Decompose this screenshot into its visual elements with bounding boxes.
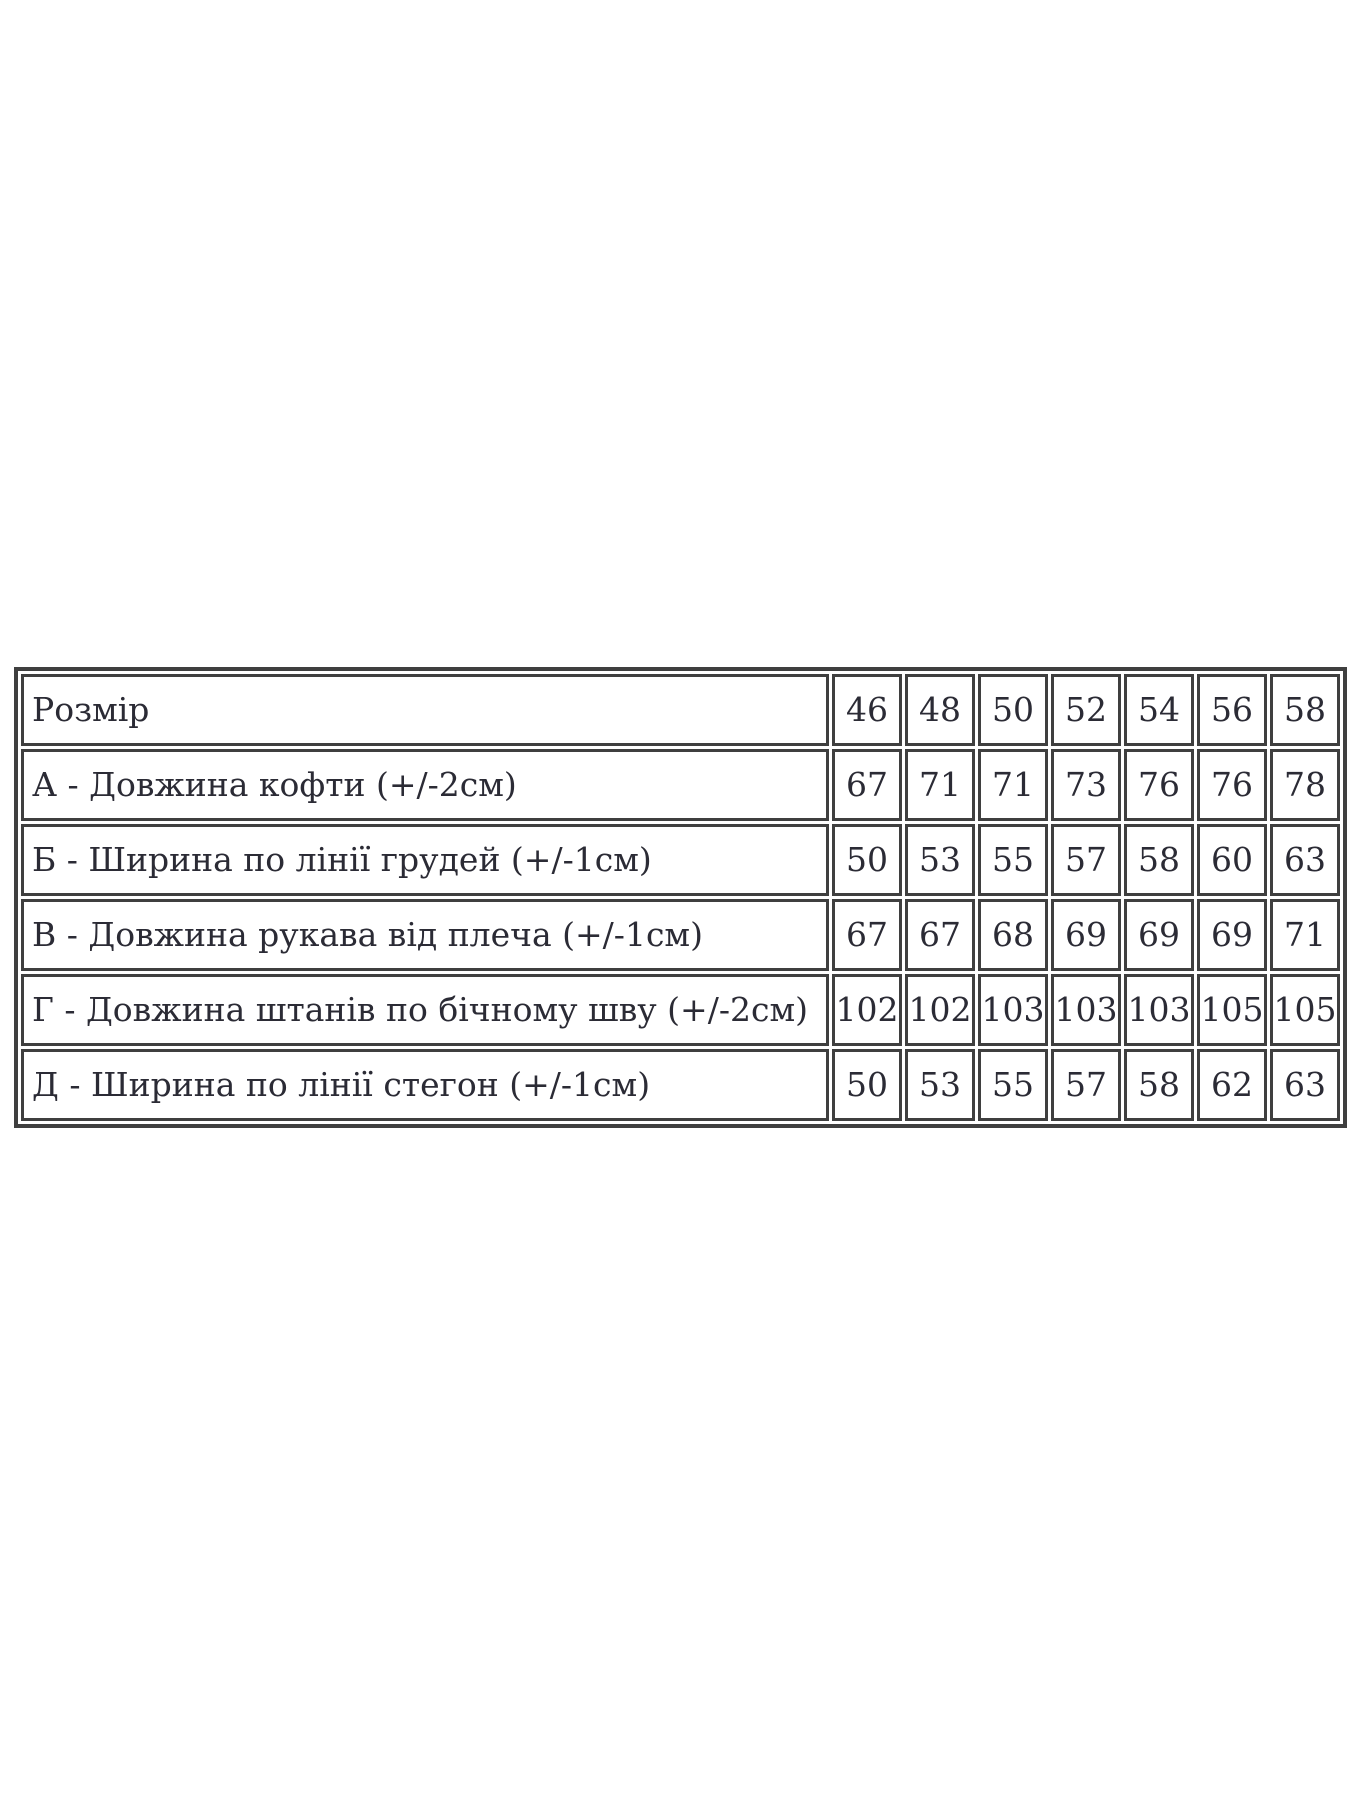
measure-row-2-value: 71	[1270, 899, 1340, 971]
header-row-value: 52	[1051, 674, 1121, 746]
header-row-value: 48	[905, 674, 975, 746]
header-row-value: 56	[1197, 674, 1267, 746]
measure-row-0-value: 78	[1270, 749, 1340, 821]
measure-row-4-label: Д - Ширина по лінії стегон (+/-1см)	[21, 1049, 829, 1121]
measure-row-0-value: 76	[1197, 749, 1267, 821]
header-row-label: Розмір	[21, 674, 829, 746]
measure-row-3-value: 103	[978, 974, 1048, 1046]
measure-row-0-value: 76	[1124, 749, 1194, 821]
size-chart-body	[21, 674, 1340, 1121]
header-row-value: 58	[1270, 674, 1340, 746]
measure-row-4	[21, 1049, 1340, 1121]
measure-row-4-value: 58	[1124, 1049, 1194, 1121]
measure-row-0-value: 71	[905, 749, 975, 821]
measure-row-3-label: Г - Довжина штанів по бічному шву (+/-2см)	[21, 974, 829, 1046]
measure-row-4-value: 57	[1051, 1049, 1121, 1121]
measure-row-3	[21, 974, 1340, 1046]
measure-row-0-value: 71	[978, 749, 1048, 821]
measure-row-3-value: 102	[905, 974, 975, 1046]
measure-row-2-value: 69	[1124, 899, 1194, 971]
measure-row-2-value: 67	[832, 899, 902, 971]
measure-row-4-value: 63	[1270, 1049, 1340, 1121]
measure-row-4-value: 62	[1197, 1049, 1267, 1121]
measure-row-2-label: В - Довжина рукава від плеча (+/-1см)	[21, 899, 829, 971]
measure-row-3-value: 102	[832, 974, 902, 1046]
measure-row-3-value: 105	[1197, 974, 1267, 1046]
measure-row-2	[21, 899, 1340, 971]
measure-row-3-value: 103	[1051, 974, 1121, 1046]
measure-row-3-value: 105	[1270, 974, 1340, 1046]
measure-row-1-value: 50	[832, 824, 902, 896]
measure-row-0-label: А - Довжина кофти (+/-2см)	[21, 749, 829, 821]
header-row-value: 50	[978, 674, 1048, 746]
measure-row-1-value: 55	[978, 824, 1048, 896]
measure-row-2-value: 69	[1051, 899, 1121, 971]
measure-row-3-value: 103	[1124, 974, 1194, 1046]
header-row-value: 46	[832, 674, 902, 746]
size-chart-table	[14, 667, 1347, 1128]
measure-row-1-label: Б - Ширина по лінії грудей (+/-1см)	[21, 824, 829, 896]
measure-row-1	[21, 824, 1340, 896]
measure-row-1-value: 63	[1270, 824, 1340, 896]
measure-row-1-value: 58	[1124, 824, 1194, 896]
measure-row-1-value: 57	[1051, 824, 1121, 896]
measure-row-2-value: 67	[905, 899, 975, 971]
measure-row-2-value: 69	[1197, 899, 1267, 971]
measure-row-1-value: 60	[1197, 824, 1267, 896]
measure-row-0-value: 73	[1051, 749, 1121, 821]
measure-row-4-value: 55	[978, 1049, 1048, 1121]
measure-row-0-value: 67	[832, 749, 902, 821]
header-row-value: 54	[1124, 674, 1194, 746]
measure-row-4-value: 53	[905, 1049, 975, 1121]
measure-row-4-value: 50	[832, 1049, 902, 1121]
measure-row-0	[21, 749, 1340, 821]
measure-row-2-value: 68	[978, 899, 1048, 971]
measure-row-1-value: 53	[905, 824, 975, 896]
header-row	[21, 674, 1340, 746]
